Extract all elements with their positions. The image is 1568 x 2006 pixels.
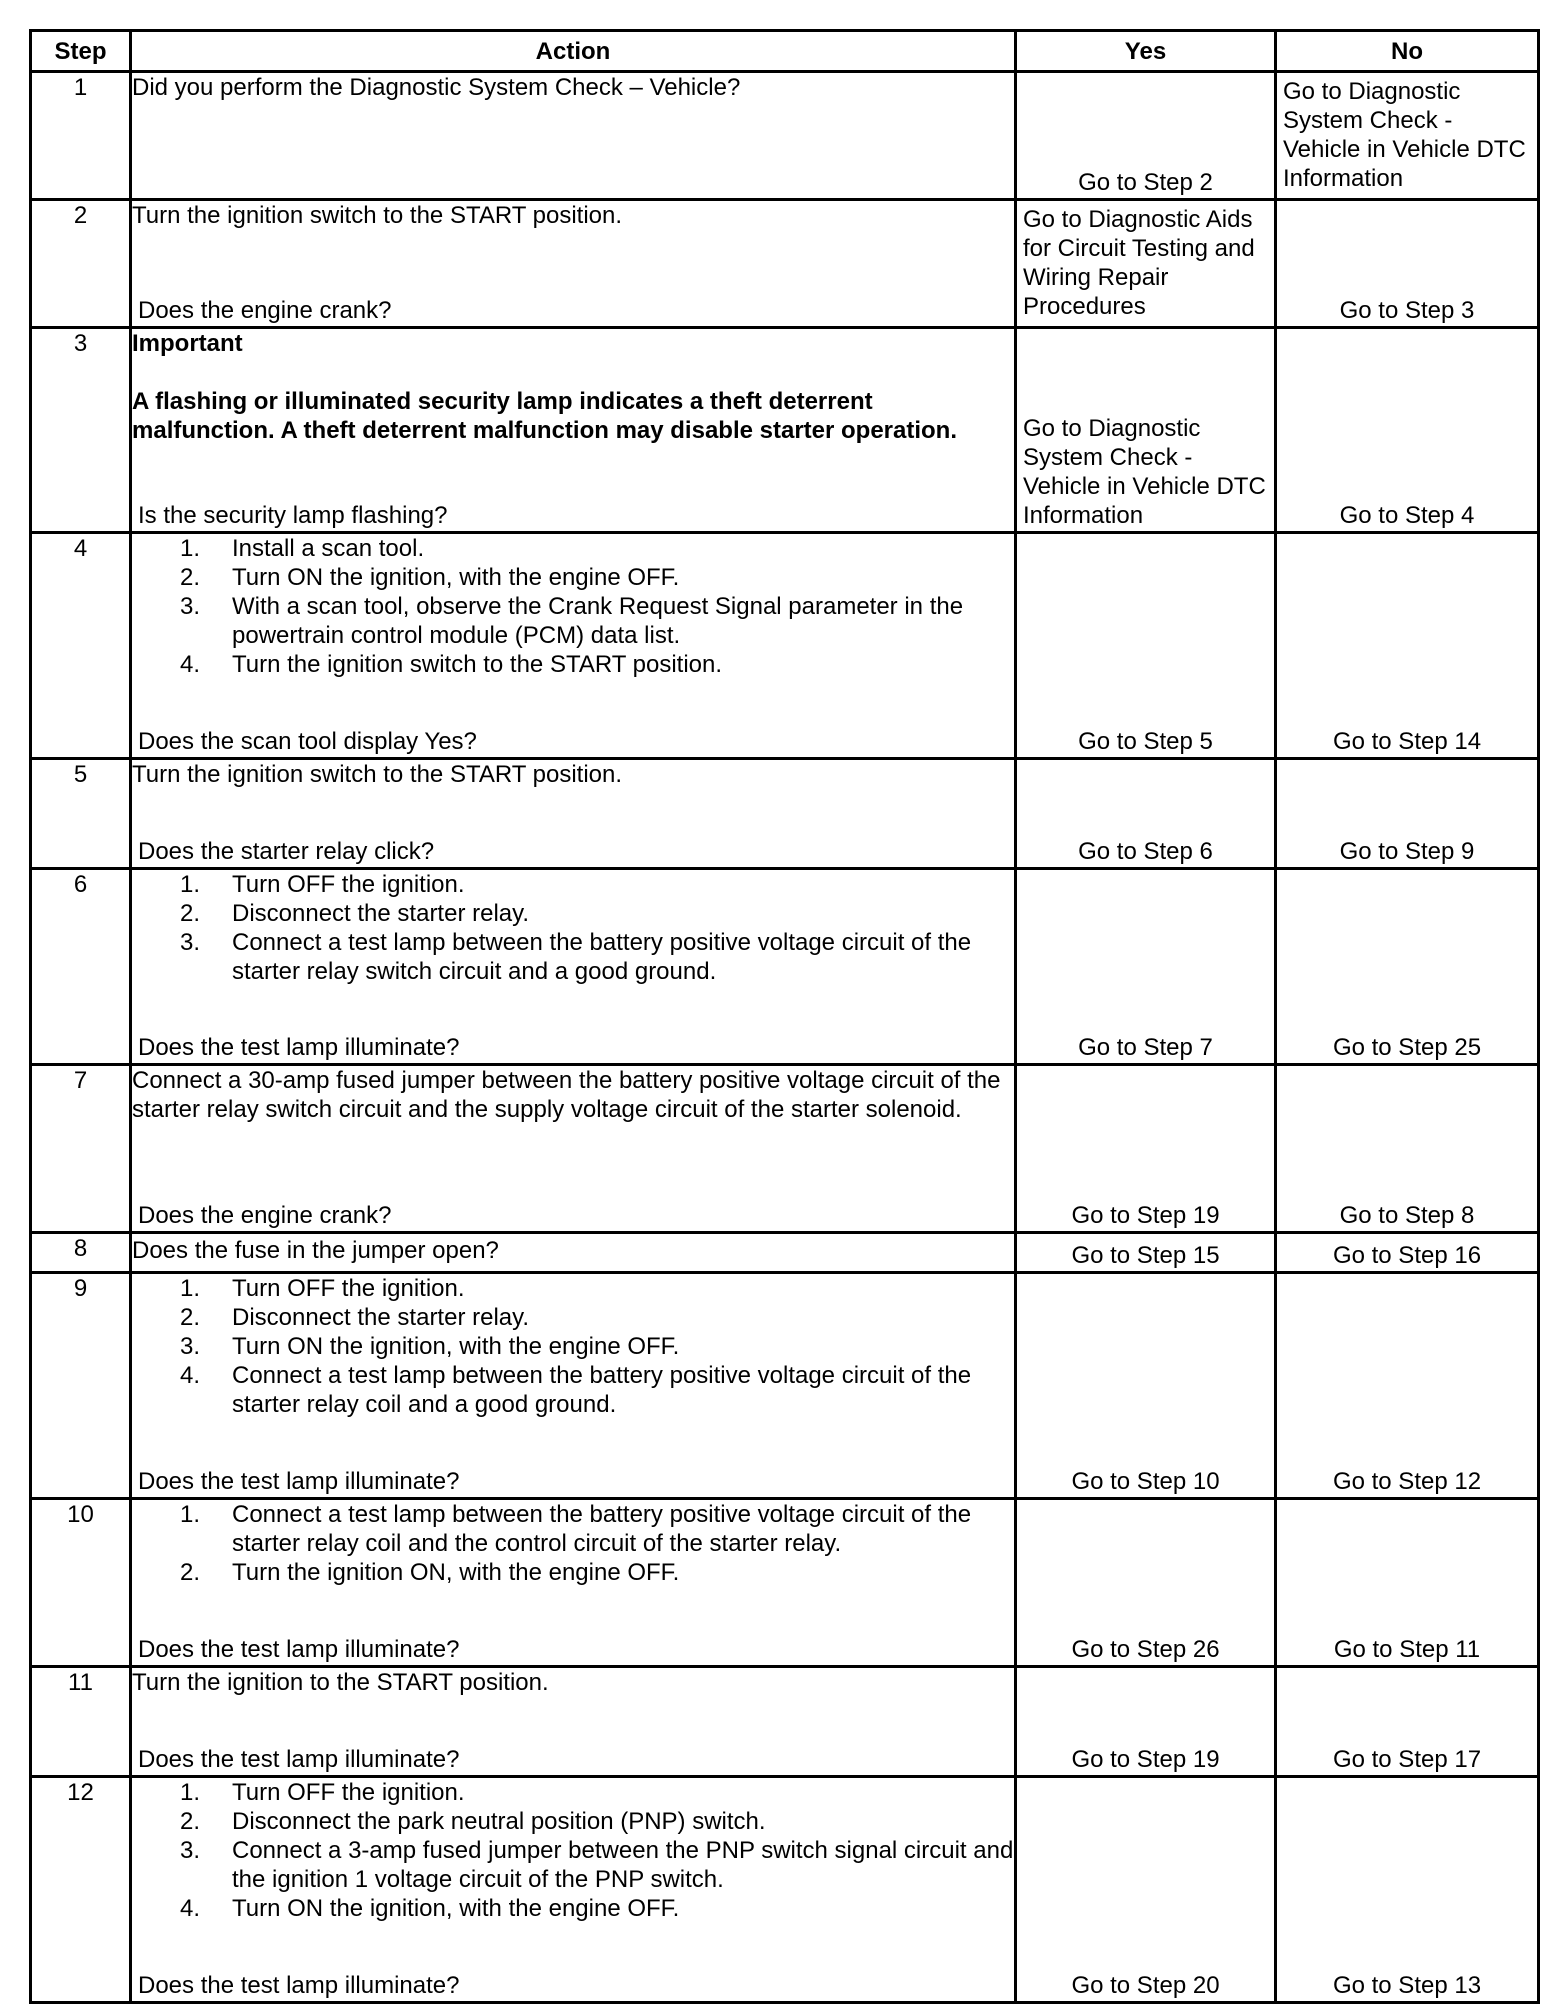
action-text: Did you perform the Diagnostic System Check – Vehicle? [132, 74, 741, 101]
table-row [31, 533, 1539, 759]
step-number: 4 [31, 533, 131, 759]
list-item: 3. Turn ON the ignition, with the engine OFF. [180, 1333, 680, 1360]
yes-cell [1016, 328, 1276, 533]
yes-result: Go to Diagnostic Aids for Circuit Testing and Wiring Repair Procedures [1023, 206, 1255, 320]
yes-cell [1016, 1667, 1276, 1777]
header-action: Action [131, 31, 1016, 72]
action-cell [131, 1273, 1016, 1499]
yes-result: Go to Step 15 [1071, 1242, 1220, 1269]
no-result: Go to Step 3 [1339, 297, 1475, 324]
list-item: 3. Connect a test lamp between the battery positive voltage circuit of the starter relay switch circuit and a good ground. [180, 929, 972, 985]
no-cell [1276, 1233, 1539, 1273]
action-cell [131, 72, 1016, 200]
yes-result: Go to Step 7 [1078, 1034, 1213, 1061]
list-item: 3. With a scan tool, observe the Crank Request Signal parameter in the powertrain control module (PCM) data list. [180, 593, 964, 649]
action-cell [131, 200, 1016, 328]
no-cell [1276, 1065, 1539, 1233]
action-cell [131, 1667, 1016, 1777]
no-cell [1276, 1273, 1539, 1499]
step-number: 1 [31, 72, 131, 200]
action-question: Does the scan tool display Yes? [138, 728, 477, 755]
yes-result: Go to Step 20 [1071, 1972, 1220, 1999]
yes-cell [1016, 869, 1276, 1065]
header-row [31, 31, 1539, 72]
list-item: 2. Turn the ignition ON, with the engine OFF. [180, 1559, 680, 1586]
action-question: Does the test lamp illuminate? [138, 1636, 460, 1663]
diagnostic-table [29, 29, 1540, 2004]
yes-cell [1016, 1233, 1276, 1273]
yes-result: Go to Diagnostic System Check - Vehicle in Vehicle DTC Information [1023, 415, 1266, 529]
action-text: Turn the ignition switch to the START position. [132, 202, 623, 229]
step-number: 9 [31, 1273, 131, 1499]
important-title: Important [132, 330, 243, 357]
step-number: 7 [31, 1065, 131, 1233]
yes-cell [1016, 72, 1276, 200]
yes-result: Go to Step 2 [1078, 169, 1213, 196]
action-list [132, 1500, 1014, 1587]
action-question: Does the test lamp illuminate? [138, 1746, 460, 1773]
action-cell [131, 1065, 1016, 1233]
action-text: Turn the ignition to the START position. [132, 1669, 549, 1696]
list-item: 1. Install a scan tool. [180, 535, 425, 562]
action-question: Does the engine crank? [138, 1202, 392, 1229]
action-cell [131, 328, 1016, 533]
action-cell [131, 533, 1016, 759]
action-text: Turn the ignition switch to the START position. [132, 761, 623, 788]
action-list [132, 1778, 1014, 1923]
yes-result: Go to Step 5 [1078, 728, 1213, 755]
no-result: Go to Step 25 [1332, 1034, 1482, 1061]
step-number: 2 [31, 200, 131, 328]
action-question: Is the security lamp flashing? [138, 502, 448, 529]
action-question: Does the test lamp illuminate? [138, 1972, 460, 1999]
no-result: Go to Step 14 [1332, 728, 1482, 755]
list-item: 4. Connect a test lamp between the battery positive voltage circuit of the starter relay coil and a good ground. [180, 1362, 972, 1418]
step-number: 11 [31, 1667, 131, 1777]
no-cell [1276, 759, 1539, 869]
no-result: Go to Step 9 [1339, 838, 1475, 865]
action-question: Does the test lamp illuminate? [138, 1468, 460, 1495]
step-number: 8 [31, 1233, 131, 1273]
list-item: 1. Connect a test lamp between the battery positive voltage circuit of the starter relay coil and the control circuit of the starter relay. [180, 1501, 972, 1557]
action-question: Does the starter relay click? [138, 838, 435, 865]
no-cell [1276, 1667, 1539, 1777]
action-list [132, 870, 1014, 986]
table-row [31, 1777, 1539, 2003]
no-cell [1276, 328, 1539, 533]
action-text: Connect a 30-amp fused jumper between the battery positive voltage circuit of the starter relay switch circuit and the supply voltage circuit of the starter solenoid. [132, 1067, 1001, 1123]
no-cell [1276, 200, 1539, 328]
list-item: 1. Turn OFF the ignition. [180, 871, 465, 898]
no-cell [1276, 1777, 1539, 2003]
action-question: Does the engine crank? [138, 297, 392, 324]
list-item: 2. Disconnect the starter relay. [180, 900, 530, 927]
list-item: 4. Turn ON the ignition, with the engine OFF. [180, 1895, 680, 1922]
step-number: 6 [31, 869, 131, 1065]
yes-result: Go to Step 19 [1071, 1746, 1220, 1773]
important-text: A flashing or illuminated security lamp indicates a theft deterrent malfunction. A theft deterrent malfunction may disable starter operation. [132, 388, 958, 444]
yes-cell [1016, 1777, 1276, 2003]
yes-cell [1016, 1273, 1276, 1499]
list-item: 4. Turn the ignition switch to the START position. [180, 651, 723, 678]
yes-cell [1016, 1499, 1276, 1667]
yes-result: Go to Step 10 [1071, 1468, 1220, 1495]
list-item: 1. Turn OFF the ignition. [180, 1779, 465, 1806]
no-cell [1276, 533, 1539, 759]
action-cell [131, 1499, 1016, 1667]
table-row [31, 72, 1539, 200]
step-number: 3 [31, 328, 131, 533]
no-result: Go to Step 16 [1332, 1242, 1482, 1269]
list-item: 1. Turn OFF the ignition. [180, 1275, 465, 1302]
no-cell [1276, 1499, 1539, 1667]
action-cell [131, 869, 1016, 1065]
action-question: Does the test lamp illuminate? [138, 1034, 460, 1061]
yes-cell [1016, 533, 1276, 759]
no-cell [1276, 72, 1539, 200]
yes-cell [1016, 200, 1276, 328]
table-row [31, 328, 1539, 533]
no-cell [1276, 869, 1539, 1065]
list-item: 3. Connect a 3-amp fused jumper between the PNP switch signal circuit and the ignition 1 voltage circuit of the PNP switch. [180, 1837, 1014, 1893]
table-row [31, 759, 1539, 869]
action-text: Does the fuse in the jumper open? [132, 1237, 499, 1264]
yes-result: Go to Step 6 [1078, 838, 1213, 865]
action-list [132, 534, 1014, 679]
list-item: 2. Disconnect the starter relay. [180, 1304, 530, 1331]
table-row [31, 1273, 1539, 1499]
yes-cell [1016, 759, 1276, 869]
action-cell [131, 1233, 1016, 1273]
no-result: Go to Step 12 [1332, 1468, 1482, 1495]
list-item: 2. Disconnect the park neutral position (PNP) switch. [180, 1808, 766, 1835]
no-result: Go to Diagnostic System Check - Vehicle in Vehicle DTC Information [1283, 78, 1526, 192]
table-row [31, 869, 1539, 1065]
table-row [31, 1667, 1539, 1777]
table-row [31, 200, 1539, 328]
no-result: Go to Step 13 [1332, 1972, 1482, 1999]
header-no: No [1276, 31, 1539, 72]
yes-result: Go to Step 26 [1071, 1636, 1220, 1663]
header-yes: Yes [1016, 31, 1276, 72]
list-item: 2. Turn ON the ignition, with the engine OFF. [180, 564, 680, 591]
no-result: Go to Step 17 [1332, 1746, 1482, 1773]
step-number: 12 [31, 1777, 131, 2003]
table-row [31, 1499, 1539, 1667]
step-number: 5 [31, 759, 131, 869]
yes-cell [1016, 1065, 1276, 1233]
yes-result: Go to Step 19 [1071, 1202, 1220, 1229]
action-list [132, 1274, 1014, 1419]
no-result: Go to Step 8 [1339, 1202, 1475, 1229]
action-cell [131, 759, 1016, 869]
no-result: Go to Step 4 [1339, 502, 1475, 529]
action-cell [131, 1777, 1016, 2003]
header-step: Step [31, 31, 131, 72]
step-number: 10 [31, 1499, 131, 1667]
no-result: Go to Step 11 [1333, 1636, 1481, 1663]
table-row [31, 1065, 1539, 1233]
table-row [31, 1233, 1539, 1273]
